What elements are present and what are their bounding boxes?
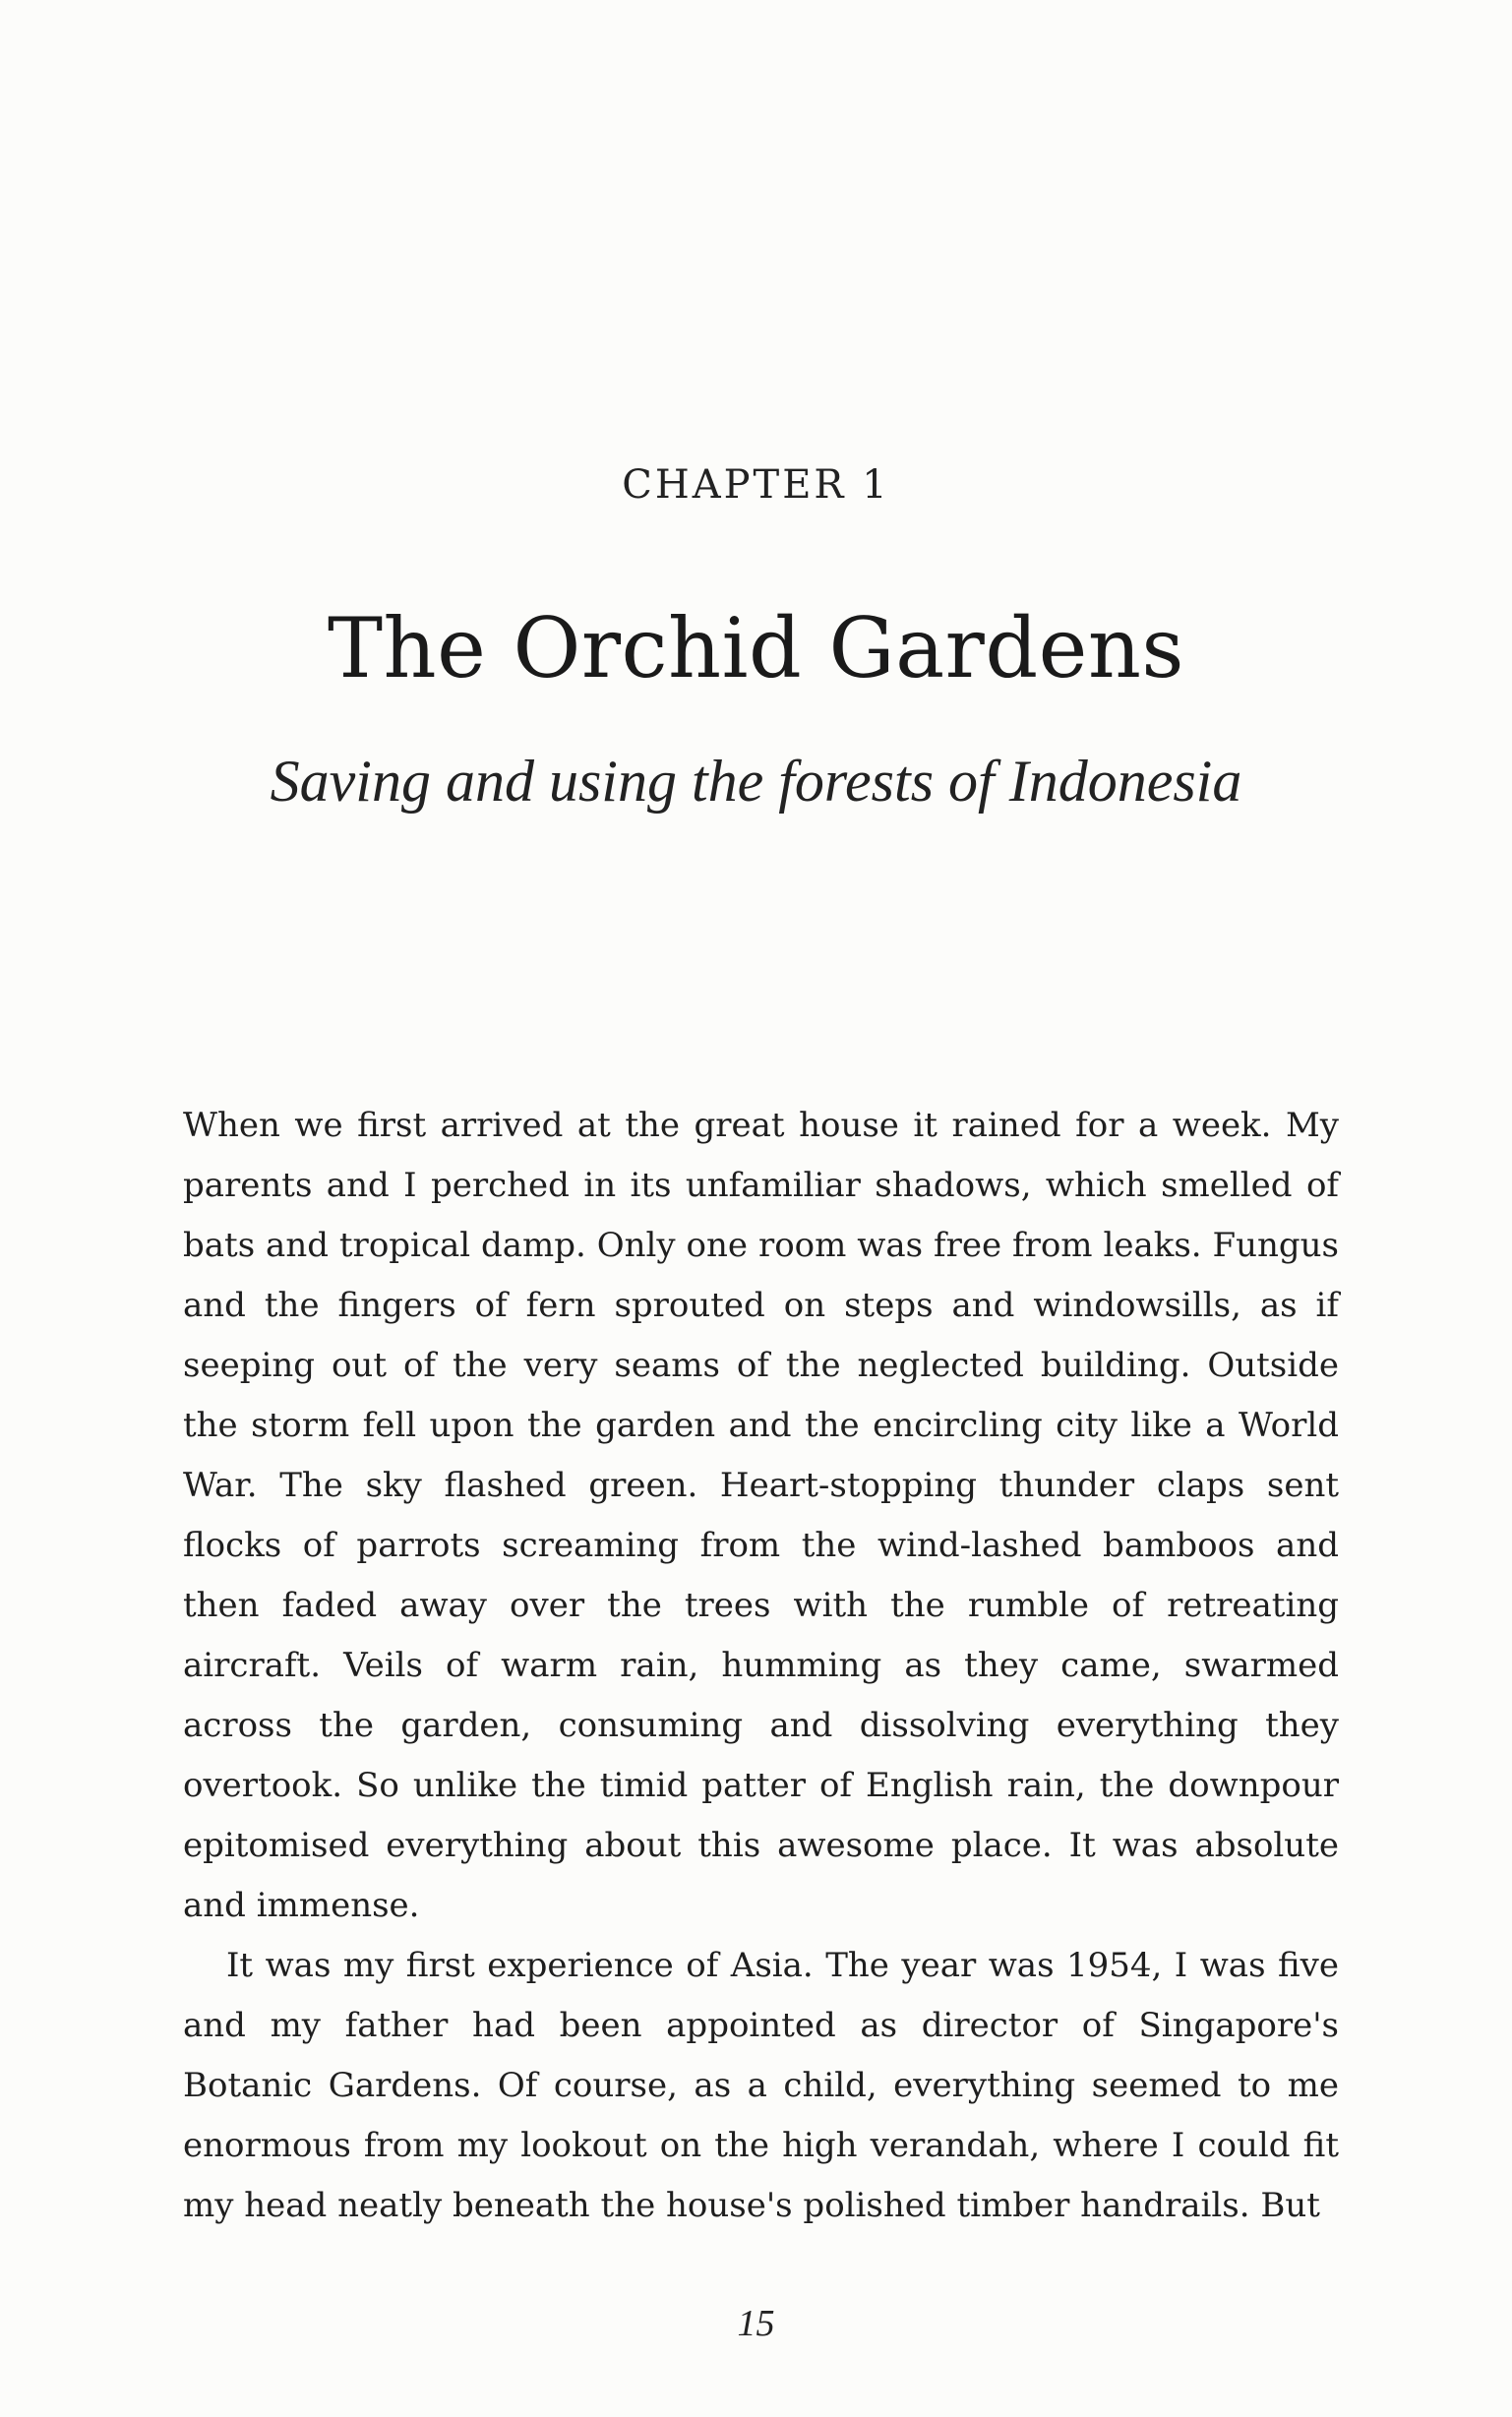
paragraph-1: When we first arrived at the great house it rained for a week. My parents and I perched in its unfamiliar shadows, which smelled of bats and tropical damp. Only one room was free from leaks. Fungus and the fingers of fern sprouted on steps and windowsills, as if seeping out of the very seams of the neglected building. Outside the storm fell upon the garden and the encircling city like a World War. The sky flashed green. Heart-stopping thunder claps sent flocks of parrots screaming from the wind-lashed bamboos and then faded away over the trees with the rumble of retreating aircraft. Veils of warm rain, humming as they came, swarmed across the garden, consuming and dissolving everything they overtook. So unlike the timid patter of English rain, the downpour epitomised everything about this awesome place. It was absolute and immense. [183, 1106, 1339, 1925]
chapter-label: CHAPTER 1 [622, 462, 890, 508]
chapter-title: The Orchid Gardens [327, 600, 1185, 696]
paragraph-2: It was my first experience of Asia. The year was 1954, I was five and my father had been appointed as director of Singapore's Botanic Gardens. Of course, as a child, everything seemed to me enormous from my lookout on the high verandah, where I could fit my head neatly beneath the house's polished timber handrails. But [183, 1946, 1339, 2225]
chapter-subtitle: Saving and using the forests of Indonesia [270, 749, 1242, 814]
body-text [183, 1096, 1339, 2236]
page-number: 15 [737, 2303, 775, 2344]
